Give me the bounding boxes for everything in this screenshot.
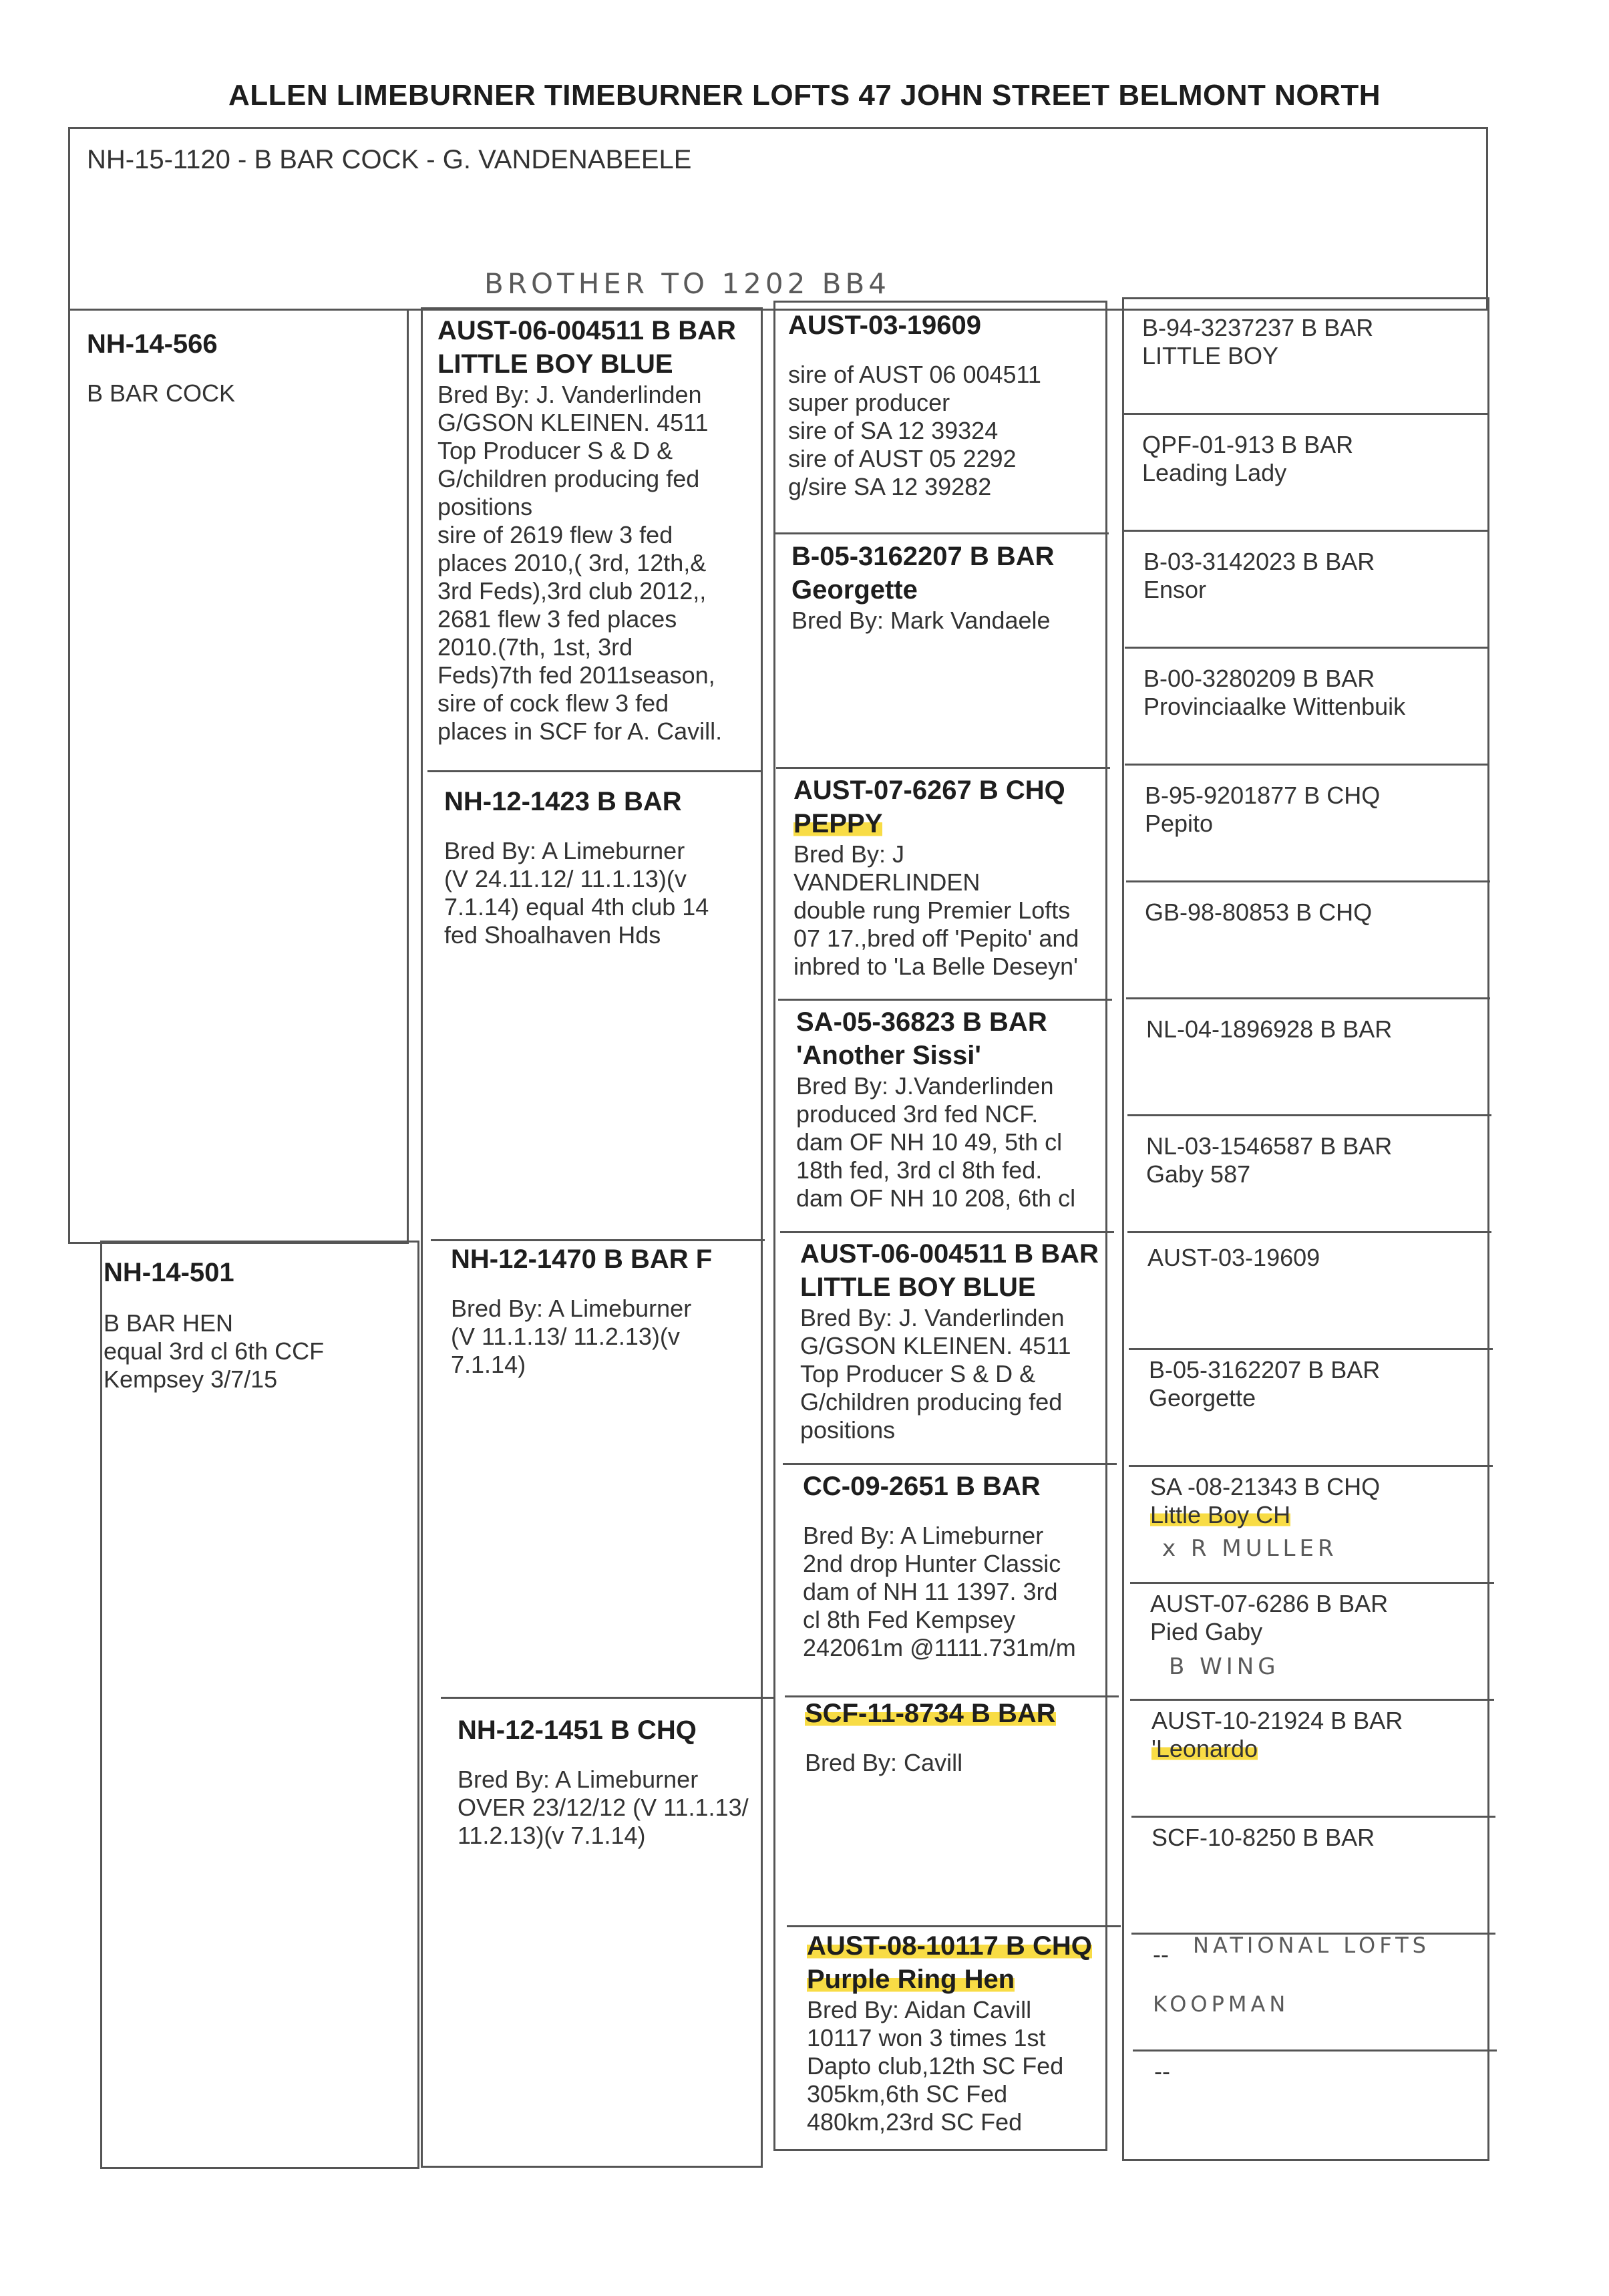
gen2-divider — [431, 1239, 765, 1241]
gen3-line: dam of NH 11 1397. 3rd — [803, 1578, 1058, 1605]
gen4-ring: B-00-3280209 B BAR — [1143, 665, 1375, 692]
gen4-ring: SA -08-21343 B CHQ — [1150, 1473, 1381, 1500]
gen4-cell — [1154, 2058, 1495, 2086]
handwritten-note: BROTHER TO 1202 BB4 — [484, 267, 891, 300]
gen2-cell-2 — [444, 785, 758, 949]
gen2-line: 2681 flew 3 fed places — [437, 605, 677, 633]
gen4-ring: AUST-07-6286 B BAR — [1150, 1590, 1389, 1617]
gen4-divider — [1123, 413, 1487, 415]
gen3-cell-5 — [800, 1237, 1114, 1444]
gen3-line: Bred By: A Limeburner — [803, 1522, 1044, 1549]
gen4-ring: AUST-10-21924 B BAR — [1151, 1707, 1403, 1734]
gen3-ring: AUST-07-6267 B CHQ — [793, 776, 1065, 805]
gen2-line: Bred By: J. Vanderlinden — [437, 381, 702, 408]
gen2-line: Top Producer S & D & — [437, 437, 673, 464]
gen3-name: LITTLE BOY BLUE — [800, 1273, 1036, 1302]
gen3-line: Bred By: J. Vanderlinden — [800, 1304, 1065, 1331]
gen4-divider — [1125, 764, 1489, 766]
gen4-divider — [1125, 647, 1489, 649]
gen3-line: 18th fed, 3rd cl 8th fed. — [796, 1156, 1043, 1184]
gen3-cell-2 — [791, 540, 1105, 635]
gen4-divider — [1129, 1465, 1493, 1467]
gen4-name: Pepito — [1145, 810, 1214, 837]
gen3-ring: SCF-11-8734 B BAR — [805, 1699, 1056, 1728]
gen1-dam — [104, 1256, 411, 1393]
gen4-cell — [1145, 782, 1485, 838]
gen3-ring: B-05-3162207 B BAR — [791, 542, 1055, 571]
gen3-cell-8 — [807, 1929, 1121, 2136]
gen2-ring: AUST-06-004511 B BAR — [437, 316, 736, 345]
gen4-cell — [1147, 1244, 1488, 1272]
gen2-ring: NH-12-1423 B BAR — [444, 787, 682, 816]
gen1-dam-line: Kempsey 3/7/15 — [104, 1365, 278, 1393]
gen4-divider — [1129, 1348, 1493, 1350]
gen3-cell-3 — [793, 774, 1107, 981]
gen3-line: Bred By: Mark Vandaele — [791, 607, 1051, 634]
gen2-line: fed Shoalhaven Hds — [444, 921, 661, 949]
gen2-line: (V 11.1.13/ 11.2.13)(v — [451, 1323, 680, 1350]
gen2-line: G/children producing fed — [437, 465, 700, 492]
page-title: ALLEN LIMEBURNER TIMEBURNER LOFTS 47 JOHN STREET BELMONT NORTH — [228, 79, 1381, 112]
gen3-line: 242061m @1111.731m/m — [803, 1634, 1076, 1661]
gen3-line: super producer — [788, 389, 950, 416]
gen4-cell — [1149, 1356, 1489, 1412]
gen4-ring: B-03-3142023 B BAR — [1143, 548, 1375, 575]
gen3-line: Bred By: J — [793, 840, 905, 868]
gen4-name: Pied Gaby — [1150, 1618, 1263, 1645]
gen3-name: PEPPY — [793, 809, 883, 838]
gen4-ring: -- — [1154, 2058, 1170, 2085]
gen1-dam-line: B BAR HEN — [104, 1309, 234, 1337]
gen4-ring: AUST-03-19609 — [1147, 1244, 1320, 1271]
gen3-line: VANDERLINDEN — [793, 868, 980, 896]
gen2-line: places in SCF for A. Cavill. — [437, 717, 723, 745]
gen3-name: Purple Ring Hen — [807, 1965, 1015, 1994]
gen4-cell — [1153, 1933, 1493, 2017]
gen4-divider — [1126, 997, 1490, 999]
gen4-divider — [1123, 530, 1487, 532]
gen1-column — [68, 309, 409, 1244]
gen4-name: 'Leonardo — [1151, 1735, 1258, 1762]
gen3-line: cl 8th Fed Kempsey — [803, 1606, 1016, 1633]
gen4-ring: B-94-3237237 B BAR — [1142, 314, 1374, 341]
gen4-divider — [1133, 2049, 1497, 2052]
gen3-ring: SA-05-36823 B BAR — [796, 1007, 1047, 1037]
gen4-ring: SCF-10-8250 B BAR — [1151, 1824, 1375, 1851]
gen4-cell — [1143, 665, 1484, 721]
gen2-line: Feds)7th fed 2011season, — [437, 661, 715, 689]
gen4-handwritten-note: KOOPMAN — [1153, 1991, 1290, 2017]
gen3-line: sire of AUST 06 004511 — [788, 361, 1041, 388]
gen4-name: Little Boy CH — [1150, 1501, 1291, 1528]
subject-line: NH-15-1120 - B BAR COCK - G. VANDENABEELE — [87, 145, 692, 174]
gen3-line: 07 17.,bred off 'Pepito' and — [793, 925, 1079, 952]
gen3-line: Top Producer S & D & — [800, 1360, 1036, 1387]
gen4-ring: NL-04-1896928 B BAR — [1146, 1015, 1393, 1043]
gen4-cell — [1142, 314, 1483, 370]
gen2-name: LITTLE BOY BLUE — [437, 349, 673, 379]
gen4-divider — [1127, 1114, 1491, 1116]
gen1-sire-line: B BAR COCK — [87, 379, 236, 407]
gen2-line: Bred By: A Limeburner — [451, 1295, 692, 1322]
gen4-name: Georgette — [1149, 1384, 1256, 1412]
gen4-name: LITTLE BOY — [1142, 342, 1279, 369]
gen2-cell-3 — [451, 1243, 758, 1379]
gen1-dam-ring: NH-14-501 — [104, 1258, 234, 1287]
gen2-line: 7.1.14) equal 4th club 14 — [444, 893, 709, 921]
gen3-ring: CC-09-2651 B BAR — [803, 1472, 1041, 1501]
gen4-cell — [1142, 431, 1483, 487]
gen3-name: Georgette — [791, 575, 918, 605]
gen2-line: Bred By: A Limeburner — [444, 837, 685, 864]
gen4-handwritten-note: NATIONAL LOFTS — [1193, 1933, 1430, 1958]
gen2-divider — [441, 1697, 775, 1699]
gen4-divider — [1130, 1699, 1494, 1701]
gen3-cell-1 — [788, 309, 1102, 501]
gen3-line: inbred to 'La Belle Deseyn' — [793, 953, 1079, 980]
gen4-name: Ensor — [1143, 576, 1207, 603]
gen4-ring: B-05-3162207 B BAR — [1149, 1356, 1381, 1383]
gen4-divider — [1127, 1231, 1491, 1233]
gen3-line: G/GSON KLEINEN. 4511 — [800, 1332, 1071, 1359]
gen2-line: OVER 23/12/12 (V 11.1.13/ — [458, 1794, 749, 1821]
gen3-ring: AUST-06-004511 B BAR — [800, 1239, 1099, 1269]
gen3-line: G/children producing fed — [800, 1388, 1063, 1416]
gen4-divider — [1130, 1582, 1494, 1584]
gen3-line: 10117 won 3 times 1st — [807, 2024, 1046, 2052]
gen4-name: Leading Lady — [1142, 459, 1287, 486]
gen2-cell-4 — [458, 1713, 765, 1850]
gen4-cell — [1146, 1015, 1487, 1043]
gen2-line: sire of 2619 flew 3 fed — [437, 521, 673, 548]
gen3-line: Bred By: J.Vanderlinden — [796, 1072, 1054, 1100]
gen4-cell — [1151, 1824, 1492, 1852]
gen3-line: produced 3rd fed NCF. — [796, 1100, 1039, 1128]
gen3-line: 305km,6th SC Fed — [807, 2080, 1008, 2108]
gen2-line: places 2010,( 3rd, 12th,& — [437, 549, 707, 577]
gen2-line: 3rd Feds),3rd club 2012,, — [437, 577, 707, 605]
gen2-line: sire of cock flew 3 fed — [437, 689, 669, 717]
gen3-cell-4 — [796, 1005, 1110, 1212]
gen4-divider — [1126, 880, 1490, 882]
gen2-cell-1 — [437, 314, 758, 746]
gen3-line: Bred By: Cavill — [805, 1749, 963, 1776]
gen3-line: Bred By: Aidan Cavill — [807, 1996, 1032, 2023]
gen4-ring: GB-98-80853 B CHQ — [1145, 898, 1373, 926]
gen3-ring: AUST-03-19609 — [788, 311, 982, 340]
gen4-cell — [1143, 548, 1484, 604]
gen4-ring: NL-03-1546587 B BAR — [1146, 1132, 1393, 1160]
gen2-line: 2010.(7th, 1st, 3rd — [437, 633, 633, 661]
gen1-sire — [87, 327, 401, 407]
gen2-line: 7.1.14) — [451, 1351, 526, 1378]
gen4-cell — [1145, 898, 1485, 927]
gen2-line: 11.2.13)(v 7.1.14) — [458, 1822, 646, 1849]
gen3-cell-6 — [803, 1470, 1117, 1662]
gen3-line: dam OF NH 10 208, 6th cl — [796, 1184, 1076, 1212]
gen2-line: (V 24.11.12/ 11.1.13)(v — [444, 865, 687, 892]
gen1-dam-line: equal 3rd cl 6th CCF — [104, 1337, 325, 1365]
gen3-line: sire of SA 12 39324 — [788, 417, 999, 444]
gen4-handwritten-note: x R MULLER — [1162, 1535, 1338, 1562]
gen4-ring: QPF-01-913 B BAR — [1142, 431, 1354, 458]
gen4-name: Gaby 587 — [1146, 1160, 1251, 1188]
gen3-ring: AUST-08-10117 B CHQ — [807, 1931, 1092, 1961]
gen1-sire-ring: NH-14-566 — [87, 329, 218, 359]
gen3-line: positions — [800, 1416, 896, 1444]
gen4-divider — [1131, 1816, 1495, 1818]
gen2-line: G/GSON KLEINEN. 4511 — [437, 409, 709, 436]
gen2-ring: NH-12-1451 B CHQ — [458, 1715, 697, 1745]
gen3-cell-7 — [805, 1697, 1119, 1777]
gen3-divider — [780, 1231, 1114, 1233]
gen3-line: 480km,23rd SC Fed — [807, 2108, 1023, 2136]
gen3-line: sire of AUST 05 2292 — [788, 445, 1017, 472]
gen3-divider — [787, 1925, 1121, 1927]
gen3-divider — [778, 999, 1112, 1001]
gen3-divider — [775, 532, 1109, 534]
gen4-cell — [1150, 1473, 1491, 1562]
gen3-line: g/sire SA 12 39282 — [788, 473, 992, 500]
gen2-ring: NH-12-1470 B BAR F — [451, 1245, 713, 1274]
gen3-line: double rung Premier Lofts — [793, 896, 1071, 924]
gen2-divider — [427, 770, 761, 772]
gen2-line: positions — [437, 493, 533, 520]
gen3-line: 2nd drop Hunter Classic — [803, 1550, 1061, 1577]
gen3-divider — [776, 767, 1110, 769]
gen4-ring: B-95-9201877 B CHQ — [1145, 782, 1381, 809]
gen4-handwritten-note: B WING — [1169, 1653, 1280, 1680]
gen3-line: Dapto club,12th SC Fed — [807, 2052, 1064, 2080]
gen4-name: Provinciaalke Wittenbuik — [1143, 693, 1406, 720]
gen3-line: dam OF NH 10 49, 5th cl — [796, 1128, 1063, 1156]
gen4-cell — [1146, 1132, 1487, 1188]
gen4-ring: -- — [1153, 1941, 1169, 1968]
gen4-cell — [1150, 1590, 1491, 1680]
gen3-name: 'Another Sissi' — [796, 1041, 981, 1070]
gen2-line: Bred By: A Limeburner — [458, 1766, 699, 1793]
gen3-divider — [783, 1463, 1117, 1465]
gen4-cell — [1151, 1707, 1492, 1763]
